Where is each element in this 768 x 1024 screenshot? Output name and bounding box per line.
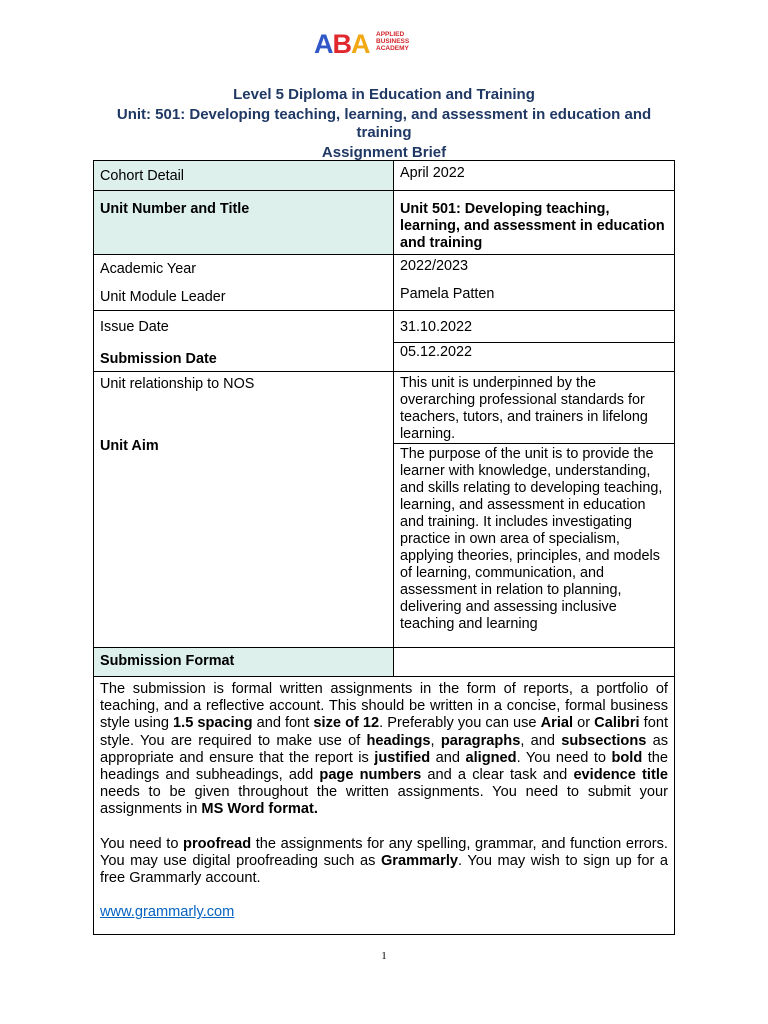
table-row [94, 372, 675, 444]
unit-label: Unit Number and Title [100, 201, 250, 217]
nos-aim-label-cell [94, 372, 394, 648]
page-number: 1 [381, 950, 387, 962]
table-row [94, 311, 675, 343]
submission-format-value [393, 648, 674, 677]
year-label: Academic Year [100, 261, 196, 277]
issue-date-value: 31.10.2022 [393, 311, 674, 343]
assignment-brief-title: Assignment Brief [321, 144, 447, 161]
cohort-label-cell [94, 161, 394, 191]
grammarly-link[interactable]: www.grammarly.com [100, 904, 235, 921]
assignment-brief-table [93, 160, 675, 935]
document-header [92, 86, 676, 162]
format-paragraph: The submission is formal written assignments in the form of reports, a portfolio of teaching, and a reflective account. This should be written in a concise, formal business style using 1.5 spacing and font size of 12. Preferably you can use Arial or Calibri font style. You are required to make use of headings, paragraphs, and subsections as appropriate and ensure that the report is justified and aligned. You need to bold the headings and subheadings, add page numbers and a clear task and evidence title needs to be given throughout the written assignments. You need to submit your assignments in MS Word format. [100, 681, 669, 818]
submission-instructions [94, 677, 675, 935]
nos-label: Unit relationship to NOS [100, 376, 255, 392]
leader-value: Pamela Patten [399, 286, 495, 302]
unit-value: Unit 501: Developing teaching, learning, and assessment in education and training [393, 191, 674, 255]
unit-label-cell [94, 191, 394, 255]
submission-date-label: Submission Date [100, 351, 217, 367]
submission-format-label: Submission Format [100, 653, 235, 669]
table-row [94, 677, 675, 935]
leader-label: Unit Module Leader [100, 289, 226, 305]
year-leader-values [393, 255, 674, 311]
issue-date-label: Issue Date [100, 319, 169, 335]
table-row [94, 255, 675, 311]
dates-label-cell [94, 311, 394, 372]
aba-logo [314, 28, 424, 60]
cohort-value: April 2022 [393, 161, 674, 191]
cohort-label: Cohort Detail [100, 168, 184, 184]
table-row [94, 648, 675, 677]
diploma-title: Level 5 Diploma in Education and Training [233, 86, 535, 103]
unit-aim-value: The purpose of the unit is to provide the learner with knowledge, understanding, and skills relating to developing teaching, learning, and assessment in education and training. It includes investigating practice in own area of specialism, applying theories, principles, and models of learning, communication, and assessment in relation to planning, delivering and assessing inclusive teaching and learning [393, 444, 674, 648]
table-row [94, 161, 675, 191]
unit-aim-label: Unit Aim [100, 438, 159, 454]
submission-date-value: 05.12.2022 [393, 343, 674, 372]
format-label-cell [94, 648, 394, 677]
proofread-paragraph: You need to proofread the assignments for any spelling, grammar, and function errors. You may use digital proofreading such as Grammarly. You may wish to sign up for a free Grammarly account. [100, 835, 668, 887]
year-value: 2022/2023 [399, 258, 468, 274]
unit-title: Unit: 501: Developing teaching, learning, and assessment in education and training [116, 106, 652, 141]
year-leader-label-cell [94, 255, 394, 311]
logo-letters: ABA [314, 29, 370, 59]
table-row [94, 191, 675, 255]
nos-value: This unit is underpinned by the overarching professional standards for teachers, tutors, and trainers in lifelong learning. [393, 372, 674, 444]
logo-subtitle: APPLIED BUSINESS ACADEMY [376, 31, 410, 52]
